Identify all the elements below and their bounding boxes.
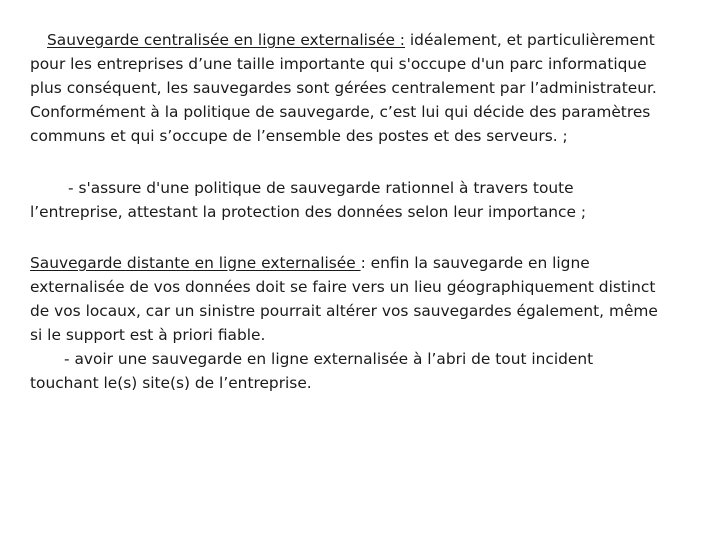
heading-remote-backup: Sauvegarde distante en ligne externalisée <box>30 254 361 272</box>
text-line: Conformément à la politique de sauvegarde, c’est lui qui décide des paramètres <box>30 103 651 121</box>
text-line: communs et qui s’occupe de l’ensemble des postes et des serveurs. ; <box>30 127 568 145</box>
text-line <box>30 251 696 275</box>
text-line <box>30 176 696 200</box>
text-line: touchant le(s) site(s) de l’entreprise. <box>30 374 312 392</box>
text-line: si le support est à priori fiable. <box>30 326 266 344</box>
text-line: pour les entreprises d’une taille importante qui s'occupe d'un parc informatique <box>30 55 647 73</box>
text-line <box>30 28 696 52</box>
text-fragment: idéalement, et particulièrement <box>405 31 655 49</box>
text-line: externalisée de vos données doit se faire vers un lieu géographiquement distinct <box>30 278 656 296</box>
text-line: de vos locaux, car un sinistre pourrait altérer vos sauvegardes également, même <box>30 302 658 320</box>
heading-centralized-backup: Sauvegarde centralisée en ligne externalisée : <box>47 31 405 49</box>
bullet-text: - s'assure d'une politique de sauvegarde rationnel à travers toute <box>68 179 574 197</box>
text-line: l’entreprise, attestant la protection des données selon leur importance ; <box>30 203 587 221</box>
paragraph-policy-item <box>30 176 696 224</box>
bullet-text: - avoir une sauvegarde en ligne externalisée à l’abri de tout incident <box>64 350 594 368</box>
paragraph-remote-backup <box>30 251 696 395</box>
text-line <box>30 347 696 371</box>
paragraph-centralized-backup <box>30 28 696 148</box>
text-fragment: : enfin la sauvegarde en ligne <box>360 254 590 272</box>
text-line: plus conséquent, les sauvegardes sont gérées centralement par l’administrateur. <box>30 79 657 97</box>
